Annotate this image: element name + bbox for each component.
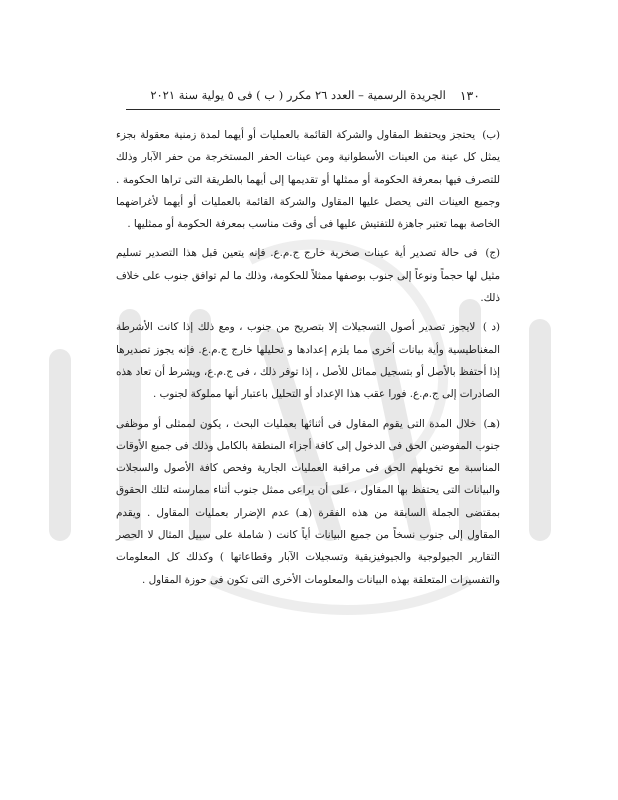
paragraph-b	[116, 124, 500, 235]
paragraph-c	[116, 242, 500, 309]
header-title: الجريدة الرسمية – العدد ٢٦ مكرر ( ب ) فى ٥ يولية سنة ٢٠٢١	[150, 88, 446, 102]
paragraph-d	[116, 316, 500, 405]
paragraph-label: (هـ)	[483, 417, 500, 430]
paragraph-text: فى حالة تصدير أية عينات صخرية خارج ج.م.ع. فإنه يتعين قبل هذا التصدير تسليم مثيل لها حجماً ونوعاً إلى جنوب بوصفها ممثلاً للحكومة، وذلك ما لم توافق جنوب على خلاف ذلك.	[116, 247, 500, 305]
paragraph-label: (د )	[482, 321, 500, 334]
paragraph-text: يحتجز ويحتفظ المقاول والشركة القائمة بالعمليات أو أيهما لمدة زمنية معقولة بجزء يمثل كل عينة من العينات الأسطوانية ومن عينات الحفر المستخرجة من حفر الآبار وذلك للتصرف فيها بمعرفة الحكومة أو ممثلها أو تقديمها إلى أيهما بالطريقة التى تراها الحكومة . وجميع العينات التى يحصل عليها المقاول والشركة القائمة بالعمليات أو أيهما لأغراضهما الخاصة بهما تعتبر جاهزة للتفتيش عليها فى أى وقت مناسب بمعرفة الحكومة أو ممثليها .	[116, 129, 500, 231]
paragraph-text: خلال المدة التى يقوم المقاول فى أثنائها بعمليات البحث ، يكون لممثلى أو موظفى جنوب المفوضين الحق فى الدخول إلى كافة أجزاء المنطقة بالكامل وذلك فى جميع الأوقات المناسبة مع تخويلهم الحق فى مراقبة العمليات الجارية وفحص كافة الأصول والسجلات والبيانات التى يحتفظ بها المقاول ، على أن يراعى ممثل جنوب أثناء ممارسته لتلك الحقوق بمقتضى الجملة السابقة من هذه الفقرة (هـ) عدم الإضرار بعمليات المقاول . ويقدم المقاول إلى جنوب نسخاً من جميع البيانات أياً كانت ( شاملة على سبيل المثال لا الحصر التقارير الجيولوجية والجيوفيزيقية وتسجيلات الآبار وقطاعاتها ) وكذلك كل المعلومات والتفسيرات المتعلقة بهذه البيانات والمعلومات الأخرى التى تكون فى حوزة المقاول .	[116, 417, 500, 586]
paragraph-e	[116, 413, 500, 591]
paragraph-text: لايجوز تصدير أصول التسجيلات إلا بتصريح من جنوب ، ومع ذلك إذا كانت الأشرطة المغناطيسية وأية بيانات أخرى مما يلزم إعدادها و تحليلها خارج ج.م.ع. فإنه يجوز تصديرها إذا أحتفظ بالأصل أو بتسجيل مماثل للأصل ، إذا توفر ذلك ، فى ج.م.ع، ويشرط أن تعاد هذه الصادرات إلى ج.م.ع. فورا عقب هذا الإعداد أو التحليل باعتبار أنها مملوكة لجنوب .	[116, 321, 500, 401]
paragraph-label: (ج)	[485, 247, 500, 260]
paragraph-label: (ب)	[482, 129, 500, 141]
page-header	[122, 84, 480, 106]
header-divider	[126, 109, 500, 110]
page-number: ١٣٠	[459, 87, 480, 103]
document-body	[116, 124, 500, 598]
